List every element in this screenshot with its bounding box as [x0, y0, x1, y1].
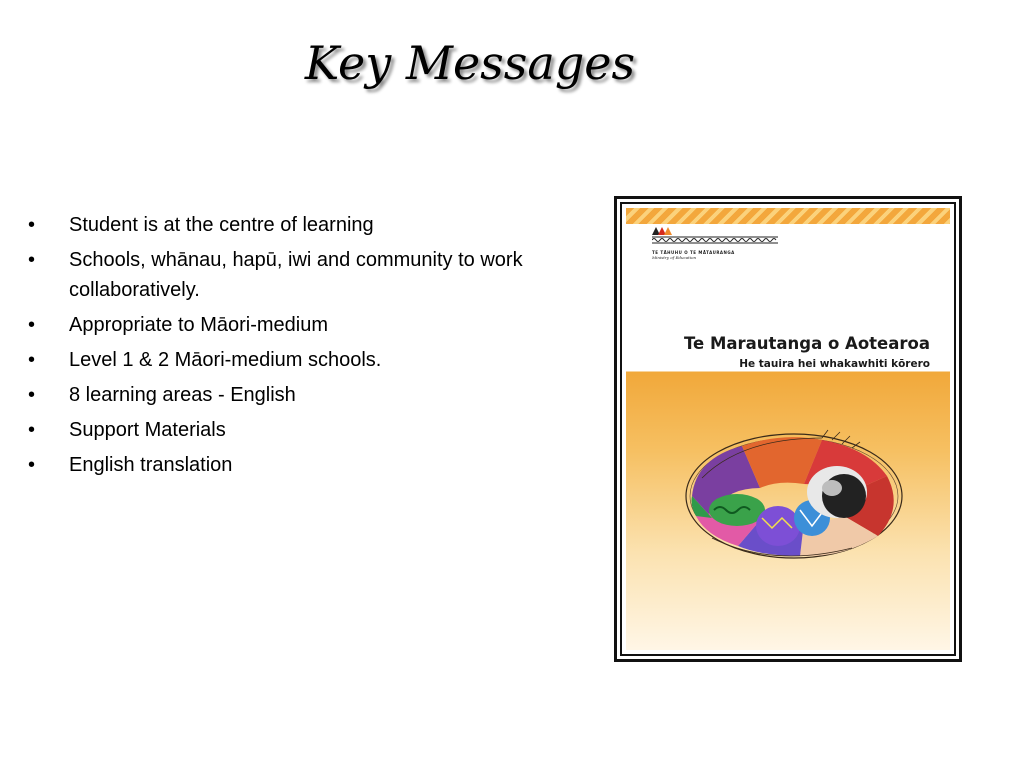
bullet-text: English translation [69, 454, 233, 476]
bullet-icon: • [28, 419, 36, 441]
bullet-text: Appropriate to Māori-medium [69, 314, 328, 336]
cover-inner-border [620, 202, 956, 656]
bullet-icon: • [28, 214, 36, 236]
bullet-text: 8 learning areas - English [69, 384, 296, 406]
list-item [28, 310, 598, 340]
bullet-text: Schools, whānau, hapū, iwi and community to work collaboratively. [69, 249, 523, 301]
key-messages-list [28, 210, 598, 485]
list-item [28, 380, 598, 410]
bullet-text: Student is at the centre of learning [69, 214, 374, 236]
bullet-icon: • [28, 454, 36, 476]
bullet-icon: • [28, 314, 36, 336]
bullet-icon: • [28, 349, 36, 371]
bullet-icon: • [28, 249, 36, 271]
logo-subtext: Ministry of Education [652, 255, 697, 260]
bullet-icon: • [28, 384, 36, 406]
list-item [28, 345, 598, 375]
bullet-text: Level 1 & 2 Māori-medium schools. [69, 349, 382, 371]
book-cover-image [614, 196, 962, 662]
logo-text: TE TĀHUHU O TE MĀTAURANGA [652, 250, 735, 255]
bullet-text: Support Materials [69, 419, 226, 441]
ministry-logo [652, 226, 802, 260]
ministry-logo-icon [652, 226, 782, 246]
book-cover [626, 208, 950, 650]
list-item [28, 450, 598, 480]
slide-title: Key Messages [304, 36, 636, 90]
cover-title: Te Marautanga o Aotearoa [683, 334, 930, 353]
list-item [28, 415, 598, 445]
list-item [28, 210, 598, 240]
cover-stripe-band [626, 208, 950, 224]
spiral-shell-artwork [682, 418, 912, 568]
list-item [28, 245, 598, 305]
cover-subtitle: He tauira hei whakawhiti kōrero [739, 358, 930, 370]
